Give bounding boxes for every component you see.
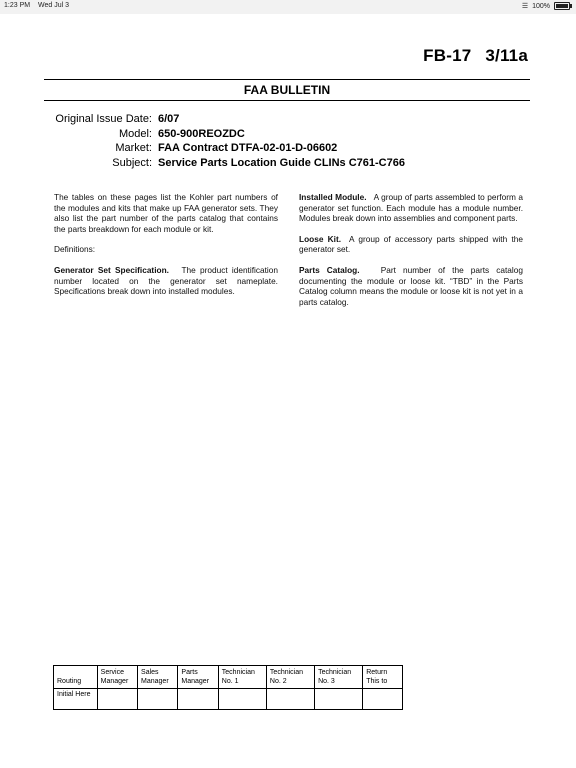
meta-label: Original Issue Date: [55,113,152,125]
definition-text: The product identification number located on the generator set nameplate. Specifications break down into installed modules. [54,264,278,297]
meta-row [40,127,405,142]
routing-initial-cell[interactable] [218,689,266,710]
routing-initial-cell[interactable] [266,689,314,710]
meta-label: Subject: [112,156,152,169]
bulletin-number: FB-17 [423,46,472,65]
definition-term: Installed Module. [299,192,367,202]
document-code [423,46,528,66]
routing-table [53,665,403,710]
routing-header-cell: Routing [54,666,98,689]
routing-header-cell: Technician No. 1 [218,666,266,689]
battery-percent: 100% [532,2,550,10]
right-column [299,192,523,317]
battery-icon [554,2,570,10]
definition-text: Part number of the parts catalog documenting the module or loose kit. “TBD” in the Parts Catalog column means the module or loose kit is not yet in a parts catalog. [299,264,523,307]
routing-initial-cell[interactable] [363,689,403,710]
meta-value: FAA Contract DTFA-02-01-D-06602 [158,142,338,154]
routing-initial-cell[interactable] [97,689,137,710]
module-definition [299,192,523,224]
intro-paragraph: The tables on these pages list the Kohler part numbers of the modules and kits that make up FAA generator sets. They also list the part number of the parts catalog that contains the parts breakdown for each module or kit. [54,192,278,234]
meta-value: 6/07 [158,113,180,125]
definition-term: Loose Kit. [299,233,342,244]
genset-definition [54,265,278,297]
status-time: 1:23 PM [4,2,31,9]
status-right [522,2,570,10]
definition-text: A group of parts assembled to perform a generator set function. Each module has a module number. Modules break down into assemblies and component parts. [299,192,523,224]
definition-term: Parts Catalog. [299,264,360,275]
routing-header-cell: Return This to [363,666,403,689]
routing-header-cell: Sales Manager [138,666,178,689]
parts-catalog-definition [299,265,523,307]
routing-header-cell: Technician No. 3 [315,666,363,689]
status-left [4,2,75,9]
wifi-icon: ☰ [521,3,529,10]
meta-row [40,156,405,171]
document-page[interactable] [0,14,576,768]
status-bar [0,0,576,14]
meta-row [40,141,405,156]
definition-term: Generator Set Specification. [54,264,169,275]
initial-here-cell: Initial Here [54,689,98,710]
routing-header-row [54,666,403,689]
meta-row [40,112,405,127]
routing-initial-cell[interactable] [315,689,363,710]
bulletin-metadata [40,112,405,170]
definition-text: A group of accessory parts shipped with the generator set. [299,233,523,255]
left-column [54,192,278,307]
meta-value: Service Parts Location Guide CLINs C761-C766 [158,156,405,169]
routing-initial-row [54,689,403,710]
revision: 3/11a [485,46,528,65]
routing-initial-cell[interactable] [178,689,218,710]
status-date: Wed Jul 3 [38,2,70,9]
routing-initial-cell[interactable] [138,689,178,710]
meta-label: Model: [118,127,152,140]
routing-header-cell: Technician No. 2 [266,666,314,689]
meta-value: 650-900REOZDC [158,127,245,140]
loose-kit-definition [299,234,523,255]
meta-label: Market: [115,142,152,154]
bulletin-banner: FAA BULLETIN [44,79,530,101]
routing-header-cell: Service Manager [97,666,137,689]
definitions-heading: Definitions: [54,244,96,255]
routing-header-cell: Parts Manager [178,666,218,689]
